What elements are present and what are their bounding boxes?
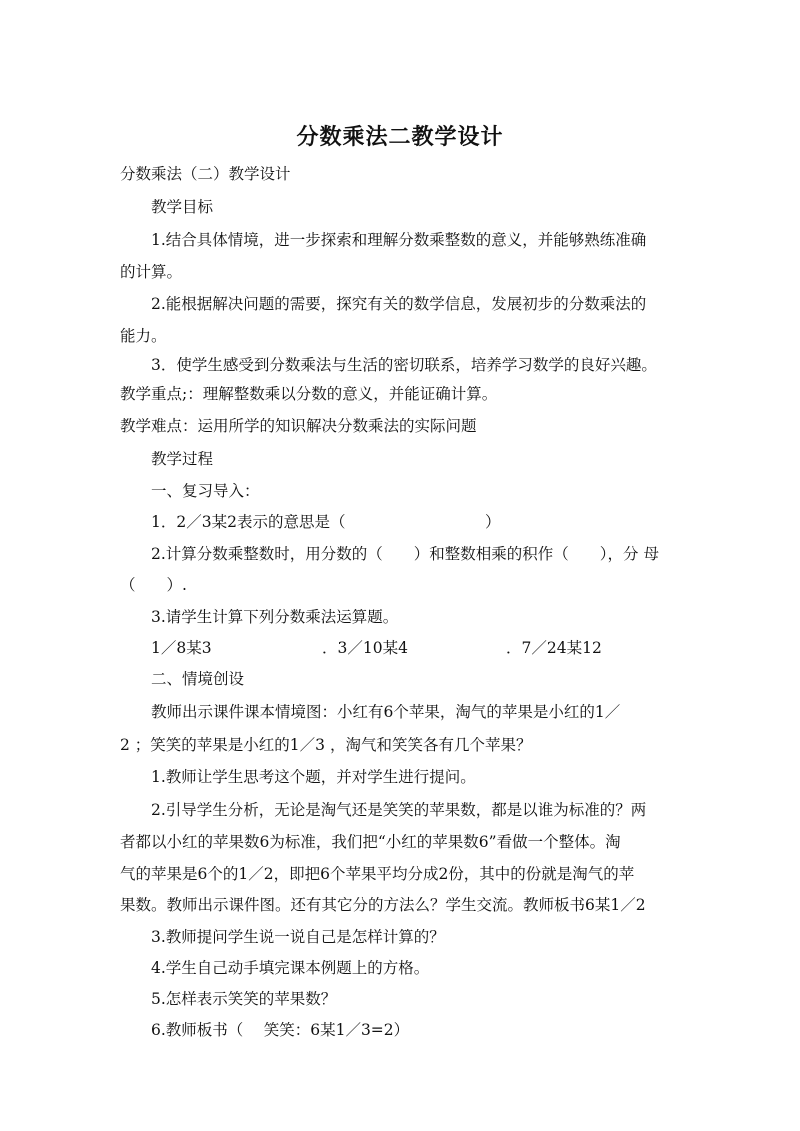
goals-heading: 教学目标 <box>151 198 214 216</box>
section-1-heading: 一、复习导入： <box>151 482 260 500</box>
step-2-line-4: 果数。教师出示课件图。还有其它分的方法么？学生交流。教师板书6某1／2 <box>120 896 646 914</box>
scene-line-1: 教师出示课件课本情境图：小红有6个苹果，淘气的苹果是小红的1／ <box>151 703 621 721</box>
scene-line-2: 2 ；笑笑的苹果是小红的1／3 ，淘气和笑笑各有几个苹果？ <box>120 736 532 754</box>
document-title: 分数乘法二教学设计 <box>296 125 504 150</box>
subtitle: 分数乘法（二）教学设计 <box>120 165 291 183</box>
exercise-3: ．7／24某12 <box>506 639 602 657</box>
key-point: 教学重点;：理解整数乘以分数的意义，并能证确计算。 <box>120 385 498 403</box>
step-6: 6.教师板书（ 笑笑：6某1／3=2） <box>151 1021 410 1039</box>
process-heading: 教学过程 <box>151 450 214 468</box>
difficulty: 教学难点：运用所学的知识解决分数乘法的实际问题 <box>120 417 477 435</box>
goal-2-line-1: 2.能根据解决问题的需要，探究有关的数学信息，发展初步的分数乘法的 <box>151 295 647 313</box>
step-4: 4.学生自己动手填完课本例题上的方格。 <box>151 959 430 977</box>
goal-2-line-2: 能力。 <box>120 327 167 345</box>
step-2-line-3: 气的苹果是6个的1／2，即把6个苹果平均分成2份，其中的份就是淘气的苹 <box>120 865 635 883</box>
exercise-2: ．3／10某4 <box>322 639 408 657</box>
step-2-line-1: 2.引导学生分析，无论是淘气还是笑笑的苹果数，都是以谁为标准的？两 <box>151 801 647 819</box>
review-question-1: 1．2／3某2表示的意思是（ ） <box>151 513 501 531</box>
step-3: 3.教师提问学生说一说自己是怎样计算的？ <box>151 928 445 946</box>
goal-1-line-2: 的计算。 <box>120 263 183 281</box>
section-2-heading: 二、情境创设 <box>151 670 245 688</box>
step-1: 1.教师让学生思考这个题，并对学生进行提问。 <box>151 768 476 786</box>
goal-3: 3．使学生感受到分数乘法与生活的密切联系，培养学习数学的良好兴趣。 <box>151 356 657 374</box>
review-question-2-line-2: （ ）. <box>120 576 187 594</box>
goal-1-line-1: 1.结合具体情境，进一步探索和理解分数乘整数的意义，并能够熟练准确 <box>151 231 647 249</box>
step-2-line-2: 者都以小红的苹果数6为标准，我们把“小红的苹果数6”看做一个整体。淘 <box>120 833 621 851</box>
review-question-3: 3.请学生计算下列分数乘法运算题。 <box>151 608 399 626</box>
review-question-2-line-1: 2.计算分数乘整数时，用分数的（ ）和整数相乘的积作（ ），分 母 <box>151 545 659 563</box>
step-5: 5.怎样表示笑笑的苹果数？ <box>151 990 337 1008</box>
exercise-1: 1／8某3 <box>151 639 212 657</box>
